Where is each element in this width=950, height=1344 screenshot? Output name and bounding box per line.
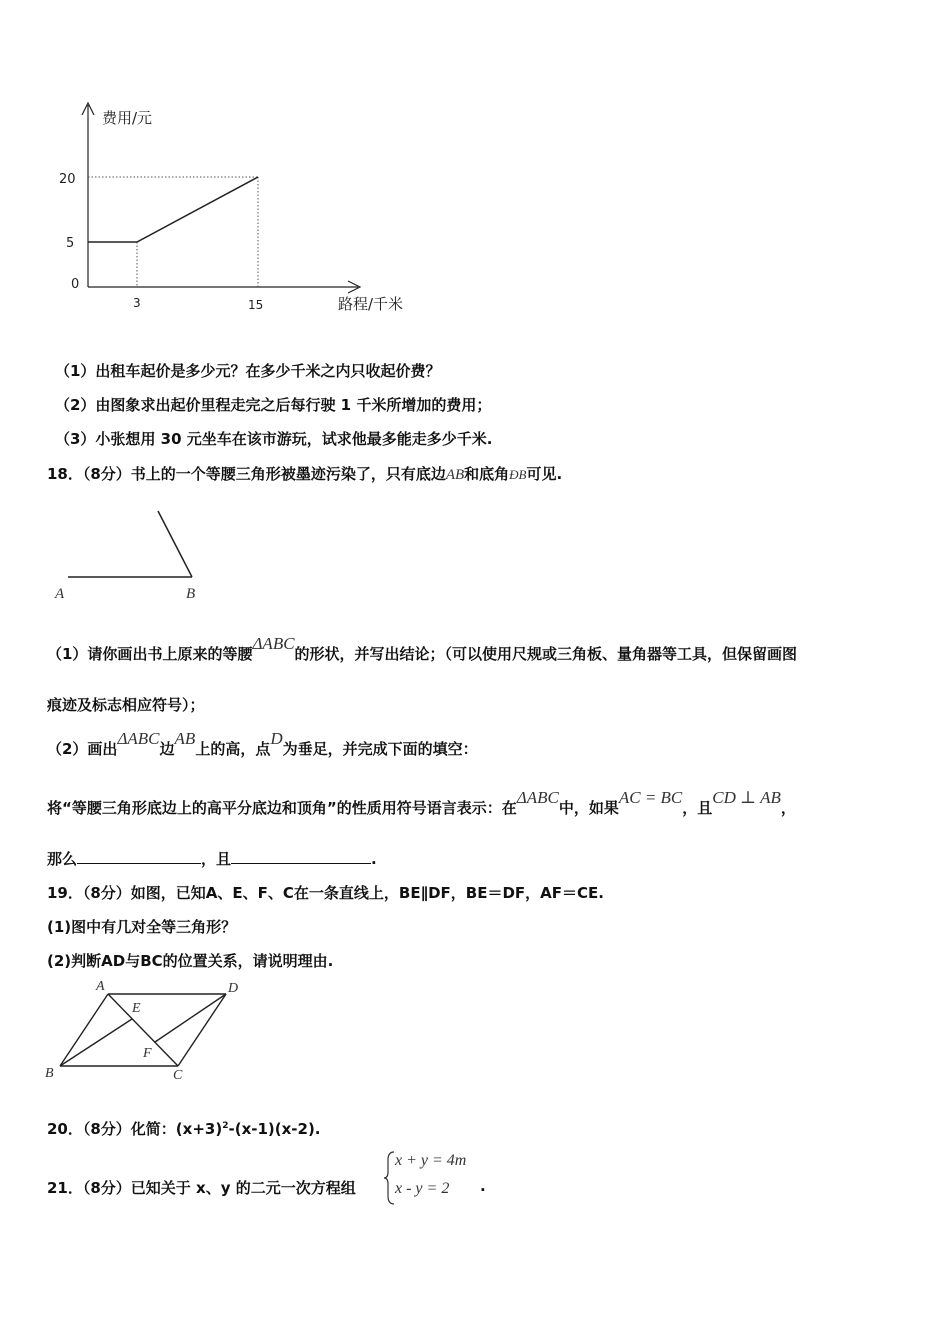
q18-p4-a: 那么 (47, 850, 78, 868)
q18-p1-a: （1）请你画出书上原来的等腰 (47, 645, 253, 663)
math-ac-bc: AC = BC (618, 788, 683, 807)
q21-tail: . (480, 1177, 486, 1195)
math-ab-2: AB (174, 729, 196, 748)
label-b: B (186, 586, 196, 602)
q18-p3-d: ， (780, 799, 796, 817)
q17-part1: （1）出租车起价是多少元？在多少千米之内只收起价费？ (55, 362, 441, 380)
q18-p2-a: （2）画出 (47, 740, 118, 758)
q18-p3-a: 将“等腰三角形底边上的高平分底边和顶角”的性质用符号语言表示：在 (47, 799, 517, 817)
q18-part2 (47, 729, 478, 759)
q18-part3 (47, 788, 796, 818)
q18-p1-c: 痕迹及标志相应符号）； (47, 696, 205, 714)
math-d: D (270, 729, 283, 748)
y-tick-20: 20 (59, 172, 76, 187)
math-angle-b: ÐB (509, 467, 527, 482)
q19-part2: (2)判断AD与BC的位置关系，请说明理由. (47, 952, 334, 970)
q21-stem: 21．（8分）已知关于 x、y 的二元一次方程组 (47, 1179, 356, 1197)
q17-part3: （3）小张想用 30 元坐车在该市游玩，试求他最多能走多少千米. (55, 430, 493, 448)
label-a: A (96, 979, 105, 994)
label-d: D (228, 981, 239, 996)
equation-1: x + y = 4m (395, 1152, 467, 1169)
math-ab: AB (445, 467, 465, 483)
q18-stem-b: 和底角 (464, 465, 510, 483)
fare-line (88, 177, 258, 242)
q18-p2-b: 边 (159, 740, 175, 758)
math-abc-2: ΔABC (117, 729, 160, 748)
math-abc-3: ΔABC (516, 788, 559, 807)
q18-stem-a: 18．（8分）书上的一个等腰三角形被墨迹污染了，只有底边 (47, 465, 446, 483)
y-tick-5: 5 (66, 236, 75, 251)
x-axis-label: 路程/千米 (338, 295, 404, 313)
q20-stem-b: -(x-1)(x-2). (228, 1120, 321, 1138)
math-abc-1: ΔABC (252, 634, 295, 653)
segment-df (155, 994, 226, 1042)
parallelogram-figure (40, 978, 260, 1088)
q18-p2-d: 为垂足，并完成下面的填空： (282, 740, 478, 758)
q18-p4-b: ，且 (201, 850, 232, 868)
x-tick-3: 3 (133, 296, 141, 310)
q20-stem (47, 1118, 321, 1139)
equation-2: x - y = 2 (395, 1180, 450, 1197)
segment-be (60, 1019, 132, 1066)
q20-stem-a: 20．（8分）化简：(x+3) (47, 1120, 223, 1138)
label-a: A (55, 586, 65, 602)
q18-part4 (47, 848, 377, 869)
y-axis-label: 费用/元 (102, 109, 153, 127)
segment-dc (178, 994, 226, 1066)
label-e: E (132, 1001, 141, 1016)
answer-blank-2[interactable] (231, 849, 371, 864)
side-b-leg (158, 511, 192, 577)
q18-stem-c: 可见. (526, 465, 563, 483)
label-c: C (173, 1068, 183, 1083)
q18-p4-c: . (371, 850, 377, 868)
q18-p3-c: ，且 (682, 799, 713, 817)
segment-ab (60, 994, 108, 1066)
fare-graph (0, 95, 430, 325)
q18-p3-b: 中，如果 (558, 799, 619, 817)
q17-part2: （2）由图象求出起价里程走完之后每行驶 1 千米所增加的费用； (55, 396, 492, 414)
answer-blank-1[interactable] (77, 849, 201, 864)
partial-triangle-figure (40, 505, 220, 605)
equation-system (383, 1150, 493, 1206)
q18-p1-b: 的形状，并写出结论；（可以使用尺规或三角板、量角器等工具，但保留画图 (294, 645, 798, 663)
q19-stem: 19．（8分）如图，已知A、E、F、C在一条直线上，BE∥DF，BE＝DF，AF＝CE. (47, 884, 604, 902)
q18-stem (47, 463, 562, 484)
q19-part1: (1)图中有几对全等三角形？ (47, 918, 237, 936)
y-tick-0: 0 (71, 277, 80, 292)
q20-exponent: 2 (222, 1121, 229, 1131)
math-cd-ab: CD ⊥ AB (712, 788, 781, 807)
q18-part1 (47, 634, 798, 664)
x-tick-15: 15 (248, 298, 264, 312)
label-f: F (143, 1046, 152, 1061)
label-b: B (45, 1066, 54, 1081)
q18-p2-c: 上的高，点 (195, 740, 271, 758)
